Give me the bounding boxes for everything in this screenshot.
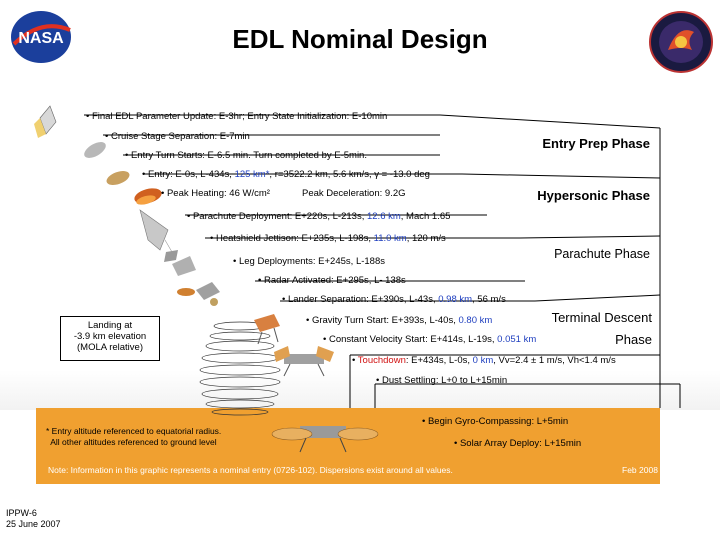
- event-text-segment: • Solar Array Deploy: L+15min: [454, 438, 582, 449]
- event-radar-activated: [258, 275, 406, 286]
- event-leg-deployments: [233, 256, 385, 267]
- entry-capsule-icon: [82, 139, 132, 188]
- event-text-segment: • Heatshield Jettison: E+235s, L-198s,: [210, 233, 374, 244]
- event-gravity-turn: [306, 315, 492, 326]
- event-entry-turn: [125, 150, 367, 161]
- event-final-edl-update: [86, 111, 387, 122]
- phase-terminal-descent-line2: Phase: [615, 332, 652, 347]
- event-text-segment: • Entry: E-0s, L-434s,: [142, 169, 235, 180]
- event-text-segment: • Gravity Turn Start: E+393s, L-40s,: [306, 315, 459, 326]
- event-text-segment: 11.0 km: [373, 233, 407, 244]
- event-text-segment: •: [352, 355, 358, 366]
- event-text-segment: • Begin Gyro-Compassing: L+5min: [422, 416, 569, 427]
- event-constant-velocity: [323, 334, 536, 345]
- event-peak-deceleration: [302, 188, 406, 199]
- phase-hypersonic: Hypersonic Phase: [537, 188, 650, 203]
- event-text-segment: , 120 m/s: [406, 233, 446, 244]
- cruise-stage-icon: [34, 106, 56, 138]
- footer-dispersion-note: Note: Information in this graphic represents a nominal entry (0726-102). Dispersions exist around all values.: [48, 465, 453, 475]
- event-text-segment: Touchdown: [357, 355, 406, 366]
- event-text-segment: • Final EDL Parameter Update: E-3hr; Entry State Initialization: E-10min: [86, 111, 388, 122]
- event-text-segment: 125 km*: [234, 169, 270, 180]
- page-title: EDL Nominal Design: [232, 24, 488, 54]
- event-parachute-deployment: [187, 211, 450, 222]
- event-text-segment: • Leg Deployments: E+245s, L-188s: [233, 256, 385, 267]
- event-text-segment: , Mach 1.65: [400, 211, 451, 222]
- deployed-lander-icon: [272, 426, 378, 452]
- event-text-segment: • Cruise Stage Separation: E-7min: [105, 131, 250, 142]
- event-text-segment: • Peak Heating: 46 W/cm²: [161, 188, 270, 199]
- event-lander-separation: [282, 294, 506, 305]
- event-text-segment: Peak Deceleration: 9.2G: [302, 188, 406, 199]
- radar-cone-icon: [200, 322, 280, 415]
- event-text-segment: , Vv=2.4 ± 1 m/s, Vh<1.4 m/s: [493, 355, 616, 366]
- heatshield-icon: [177, 288, 195, 296]
- event-text-segment: • Parachute Deployment: E+220s, L-213s,: [187, 211, 367, 222]
- event-gyro-compassing: [422, 416, 568, 427]
- event-text-segment: • Constant Velocity Start: E+414s, L-19s,: [323, 334, 498, 345]
- event-text-segment: , r=3522.2 km, 5.6 km/s, γ = -13.0 deg: [269, 169, 430, 180]
- event-text-segment: 0 km: [472, 355, 494, 366]
- heated-capsule-icon: [133, 186, 164, 207]
- event-cruise-stage-separation: [105, 131, 250, 142]
- event-text-segment: • Entry Turn Starts: E-6.5 min. Turn completed by E-5min.: [125, 150, 367, 161]
- event-solar-array-deploy: [454, 438, 581, 449]
- event-dust-settling: [376, 375, 507, 386]
- event-text-segment: • Dust Settling: L+0 to L+15min: [376, 375, 508, 386]
- event-touchdown: [352, 355, 616, 366]
- phase-entry-prep: Entry Prep Phase: [542, 136, 650, 151]
- event-peak-heating: [161, 188, 270, 199]
- footer-date: Feb 2008: [622, 465, 658, 475]
- conference-label: IPPW-6 25 June 2007: [6, 508, 61, 529]
- phase-terminal-descent-line1: Terminal Descent: [551, 310, 652, 325]
- nasa-logo-text: NASA: [18, 30, 64, 47]
- event-text-segment: • Lander Separation: E+390s, L-43s,: [282, 294, 439, 305]
- altitude-reference-note: * Entry altitude referenced to equatorial radius. All other altitudes referenced to ground level: [46, 426, 222, 447]
- event-text-segment: 12.6 km: [366, 211, 401, 222]
- event-entry: [142, 169, 430, 180]
- event-heatshield-jettison: [210, 233, 446, 244]
- phase-parachute: Parachute Phase: [554, 247, 650, 261]
- event-text-segment: : E+434s, L-0s,: [405, 355, 473, 366]
- backshell-lander-icon: [172, 256, 220, 306]
- event-text-segment: 0.80 km: [458, 315, 493, 326]
- parachute-icon: [140, 210, 178, 262]
- event-text-segment: 0.051 km: [497, 334, 537, 345]
- landing-elevation-box: Landing at -3.9 km elevation (MOLA relative): [60, 316, 160, 361]
- event-text-segment: 0.98 km: [438, 294, 473, 305]
- event-text-segment: • Radar Activated: E+295s, L- 138s: [258, 275, 406, 286]
- lander-touchdown-icon: [274, 346, 334, 376]
- event-text-segment: , 56 m/s: [472, 294, 506, 305]
